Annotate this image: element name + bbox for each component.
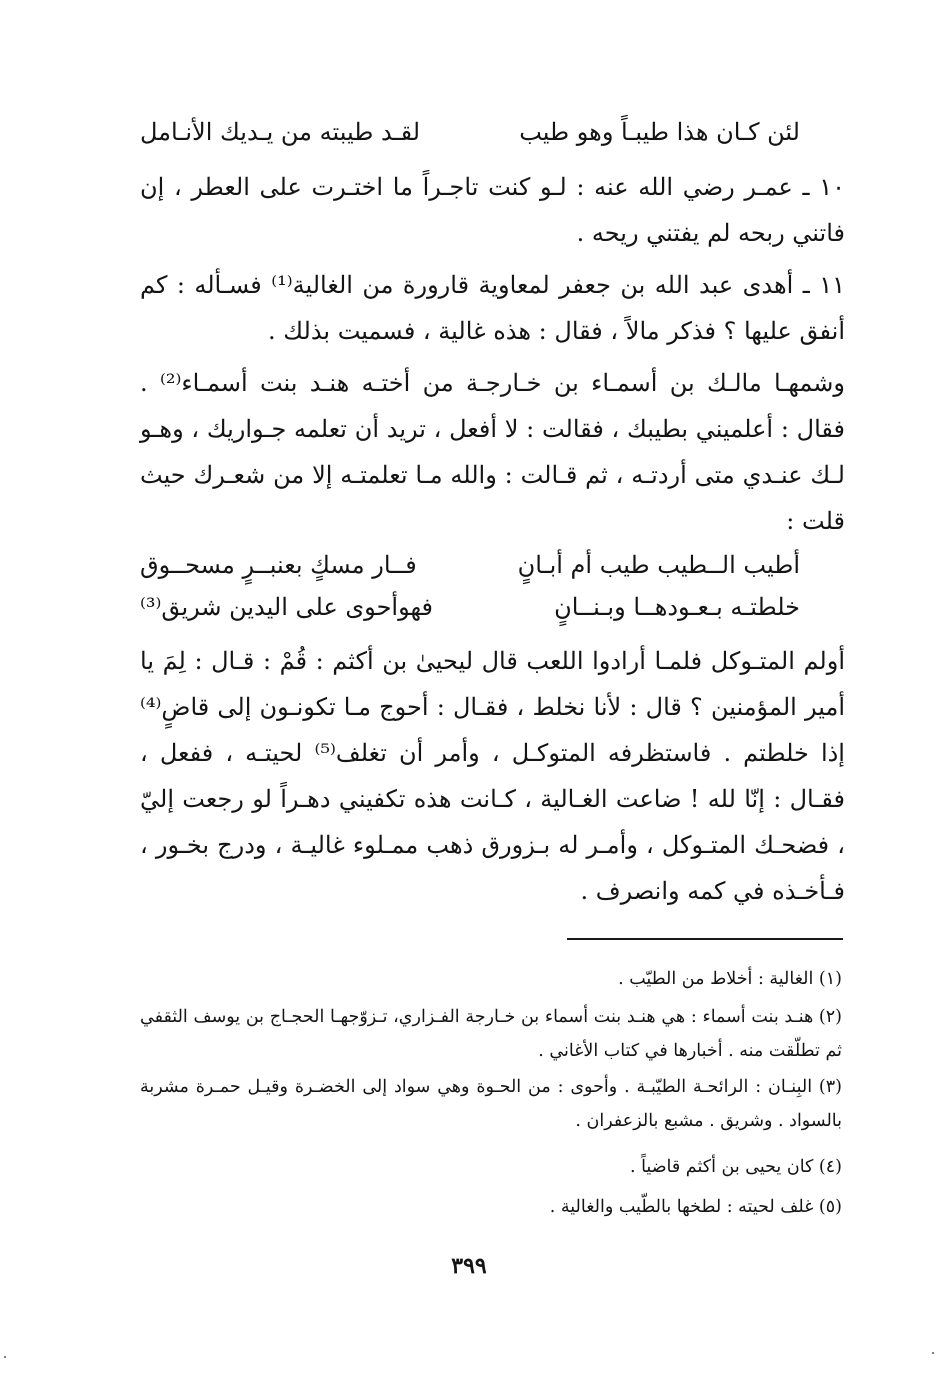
poem-line-2 (140, 587, 800, 627)
poem-line-2-left: فهوأحوى على اليدين شريق⁽³⁾ (140, 593, 434, 621)
footnote-3: (٣) البِنـان : الرائحـة الطيّبـة . وأحوى : من الحـوة وهي سواد إلى الخضـرة وقيـل حمـرة مشربة بالسواد . وشريق . مشبع بالزعفران . (140, 1077, 842, 1131)
verse-right-hemistich: لئن كـان هذا طيبـاً وهو طيب (519, 118, 800, 146)
footnote-2: (٢) هنـد بنت أسماء : هي هنـد بنت أسماء بن خـارجة الفـزاري، تـزوّجهـا الحجـاج بن يوسف الثقفي ثم تطلّقت منه . أخبارها في كتاب الأغاني . (140, 1007, 842, 1061)
poem-line-1-right: أطيب الــطيب طيب أم أبـانٍ (517, 551, 800, 579)
footnote-separator (567, 938, 843, 940)
footnote-5: (٥) غلف لحيته : لطخها بالطّيب والغالية . (549, 1197, 842, 1217)
footnote-1: (١) الغالية : أخلاط من الطيّب . (618, 969, 842, 989)
scan-speck (4, 1356, 6, 1358)
poem-line-1-left: فــار مسكٍ بعنبــرٍ مسحــوق (140, 551, 417, 579)
paragraph-malik: وشمهـا مالـك بن أسمـاء بن خـارجـة من أختـه هنـد بنت أسمـاء⁽²⁾ . فقال : أعلميني بطيبك ، فقالت : لا أفعل ، تريد أن تعلمه جـواريك ، وهـو لـك عنـدي متى أردتـه ، ثم قـالت : والله مـا تعلمتـه إلا من شعـرك حيث قلت : (140, 369, 845, 535)
paragraph-11: ١١ ـ أهدى عبد الله بن جعفر لمعاوية قارورة من الغالية⁽¹⁾ فسـأله : كم أنفق عليها ؟ فذكر مالاً ، فقال : هذه غالية ، فسميت بذلك . (140, 271, 845, 345)
opening-verse (140, 112, 800, 152)
footnote-4: (٤) كان يحيى بن أكثم قاضياً . (629, 1157, 842, 1177)
paragraph-mutawakkil: أولم المتـوكل فلمـا أرادوا اللعب قال ليحيىٰ بن أكثم : قُمْ : قـال : لِمَ يا أمير المؤمنين ؟ قال : لأنا نخلط ، فقـال : أحوج مـا تكونـون إلى قاضٍ⁽⁴⁾ إذا خلطتم . فاستظرفه المتوكـل ، وأمر أن تغلف⁽⁵⁾ لحيتـه ، ففعل ، فقـال : إنّا لله ! ضاعت الغـالية ، كـانت هذه تكفيني دهـراً لو رجعت إليّ ، فضحـك المتـوكل ، وأمـر له بـزورق ذهب ممـلوء غاليـة ، ودرج بخـور ، فـأخـذه في كمه وانصرف . (140, 647, 845, 905)
scan-speck (932, 1352, 934, 1354)
paragraph-10: ١٠ ـ عمـر رضي الله عنه : لـو كنت تاجـراً ما اختـرت على العطر ، إن فاتني ربحه لم يفتني ريحه . (140, 173, 845, 247)
page-number: ٣٩٩ (451, 1253, 487, 1279)
poem-line-2-right: خلطتـه بـعـودهــا وبـنــانٍ (554, 593, 800, 621)
poem-line-1 (140, 545, 800, 585)
verse-left-hemistich: لقـد طيبته من يـديك الأنـامل (140, 118, 421, 146)
